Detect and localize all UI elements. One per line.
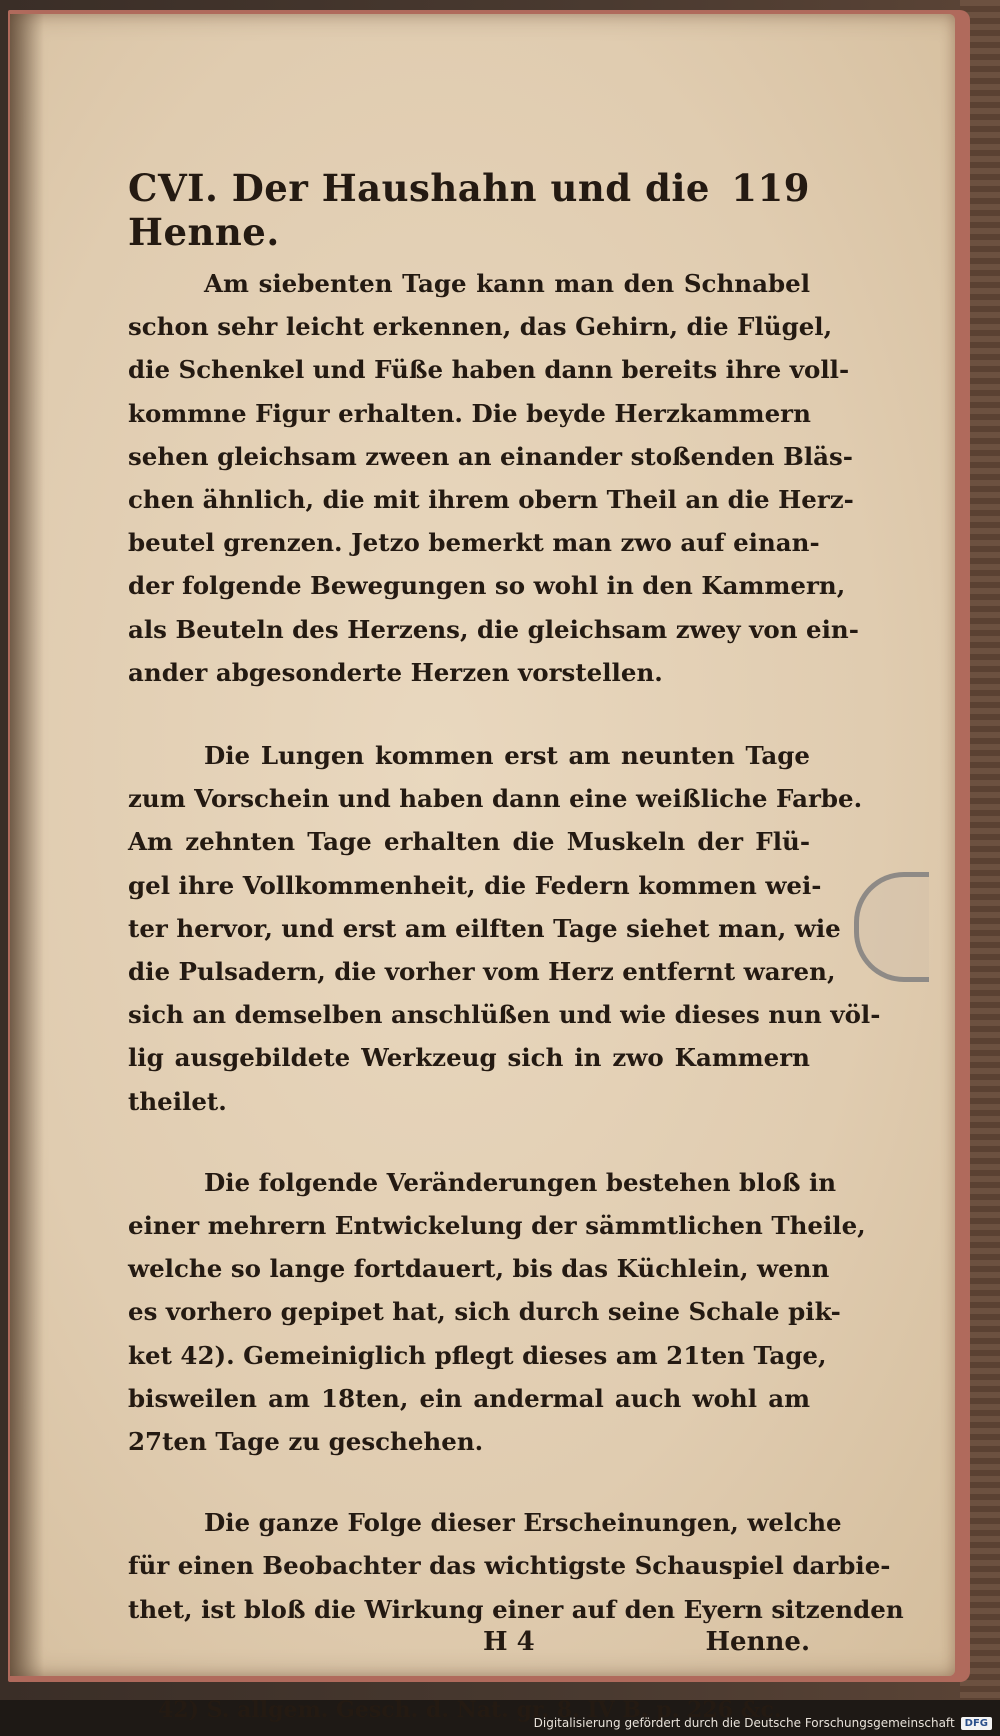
paragraph-1	[128, 262, 859, 694]
text-line: ket 42). Gemeiniglich pflegt dieses am 21ten Tage,	[128, 1340, 827, 1370]
text-line: bisweilen am 18ten, ein andermal auch wohl am	[128, 1383, 810, 1413]
text-line: Die ganze Folge dieser Erscheinungen, welche	[204, 1508, 842, 1538]
text-line: welche so lange fortdauert, bis das Küchlein, wenn	[128, 1254, 830, 1284]
paragraph-3	[128, 1161, 866, 1463]
text-line: Am siebenten Tage kann man den Schnabel	[204, 269, 810, 298]
digitization-credit	[534, 1716, 992, 1730]
text-line: als Beuteln des Herzens, die gleichsam zwey von ein-	[128, 614, 859, 644]
text-line: lig ausgebildete Werkzeug sich in zwo Kammern	[128, 1043, 810, 1073]
text-line: einer mehrern Entwickelung der sämmtlichen Theile,	[128, 1211, 866, 1241]
text-line: Die folgende Veränderungen bestehen bloß in	[204, 1167, 837, 1197]
text-line: es vorhero gepipet hat, sich durch seine Schale pik-	[128, 1297, 841, 1327]
text-line: für einen Beobachter das wichtigste Schauspiel darbie-	[128, 1551, 891, 1581]
page-clip	[854, 872, 929, 982]
text-line: theilet.	[128, 1086, 227, 1116]
text-line: die Schenkel und Füße haben dann bereits ihre voll-	[128, 355, 850, 385]
text-line: thet, ist bloß die Wirkung einer auf den Eyern sitzenden	[128, 1594, 904, 1624]
text-line: kommne Figur erhalten. Die beyde Herzkammern	[128, 398, 811, 428]
paragraph-4	[128, 1501, 904, 1631]
footnote: 42) S. allgem. Gesch. d. Nat. gr. 8. IV B. p. 226 &c.	[158, 1696, 782, 1723]
text-line: 27ten Tage zu geschehen.	[128, 1427, 484, 1457]
text-line: gel ihre Vollkommenheit, die Federn kommen wei-	[128, 870, 822, 900]
page-gutter	[10, 14, 44, 1676]
paragraph-2	[128, 734, 881, 1123]
signature-row	[128, 1627, 810, 1657]
text-line: Am zehnten Tage erhalten die Muskeln der Flü-	[128, 827, 810, 857]
page-number: 119	[731, 166, 810, 210]
text-line: zum Vorschein und haben dann eine weißliche Farbe.	[128, 784, 863, 814]
catchword: Henne.	[705, 1626, 810, 1657]
text-line: ander abgesonderte Herzen vorstellen.	[128, 657, 663, 687]
text-line: schon sehr leicht erkennen, das Gehirn, die Flügel,	[128, 312, 833, 342]
credit-text: Digitalisierung gefördert durch die Deutsche Forschungsgemeinschaft	[533, 1716, 955, 1730]
text-line: chen ähnlich, die mit ihrem obern Theil an die Herz-	[128, 485, 854, 515]
page-content	[128, 166, 904, 1723]
text-line: sehen gleichsam zween an einander stoßenden Bläs-	[128, 441, 853, 471]
text-line: sich an demselben anschlüßen und wie dieses nun völ-	[128, 1000, 881, 1030]
dfg-logo: DFG	[961, 1717, 992, 1730]
text-line: beutel grenzen. Jetzo bemerkt man zwo auf einan-	[128, 528, 820, 558]
text-line: die Pulsadern, die vorher vom Herz entfernt waren,	[128, 957, 836, 987]
text-line: Die Lungen kommen erst am neunten Tage	[204, 741, 810, 771]
text-line: der folgende Bewegungen so wohl in den Kammern,	[128, 571, 846, 601]
text-line: ter hervor, und erst am eilften Tage siehet man, wie	[128, 913, 841, 943]
header-title: CVI. Der Haushahn und die Henne.	[128, 166, 710, 254]
signature-mark: H 4	[483, 1626, 535, 1657]
running-header	[128, 166, 810, 254]
